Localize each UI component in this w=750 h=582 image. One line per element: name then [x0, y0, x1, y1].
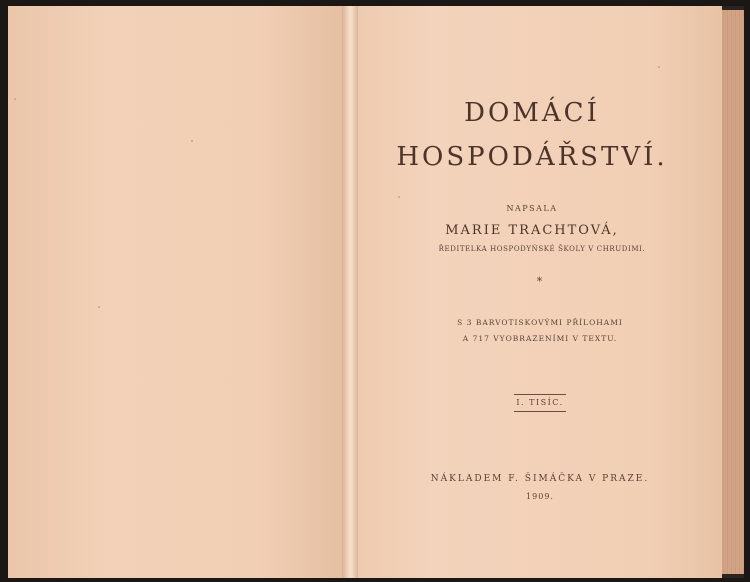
edition-block — [350, 390, 714, 412]
paper-speck — [14, 98, 16, 100]
publication-year: 1909. — [526, 492, 554, 501]
author-role: ŘEDITELKA HOSPODYŇSKÉ ŠKOLY V CHRUDIMI. — [438, 245, 646, 253]
left-blank-page — [8, 6, 342, 578]
paper-speck — [191, 140, 193, 142]
byline: NAPSALA — [506, 204, 558, 213]
publisher-line: NÁKLADEM F. ŠIMÁČKA V PRAZE. — [430, 474, 650, 484]
ornament-asterisk: * — [536, 275, 544, 288]
author-name: MARIE TRACHTOVÁ, — [445, 223, 619, 238]
title-page-text — [350, 0, 714, 572]
page-edges — [722, 10, 744, 574]
paper-speck — [98, 306, 100, 308]
book-title-line-2: HOSPODÁŘSTVÍ. — [396, 142, 668, 172]
illustrations-line-1: S 3 BARVOTISKOVÝMI PŘÍLOHAMI — [457, 318, 623, 327]
edition-label: I. TISÍC. — [514, 394, 565, 412]
illustrations-line-2: A 717 VYOBRAZENÍMI V TEXTU. — [462, 334, 618, 343]
book-title-line-1: DOMÁCÍ — [464, 98, 600, 128]
